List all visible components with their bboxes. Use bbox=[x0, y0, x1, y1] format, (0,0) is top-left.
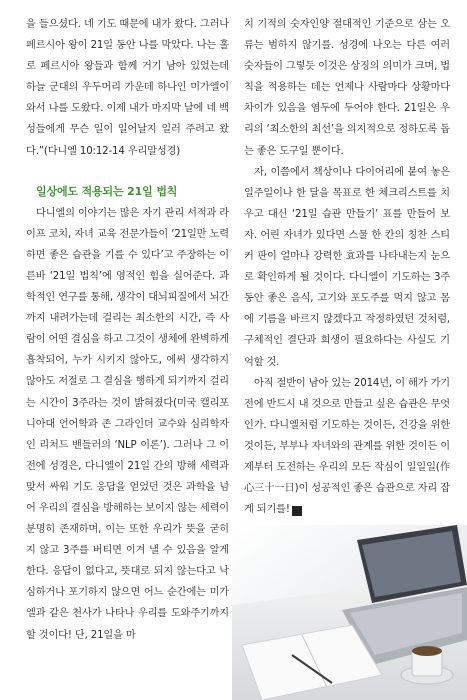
end-mark-icon: N bbox=[292, 506, 302, 516]
right-column bbox=[244, 14, 450, 520]
left-paragraph-1: 을 들으셨다. 네 기도 때문에 내가 왔다. 그러나 페르시아 왕이 21일 동안 나를 막았다. 나는 홀로 페르시아 왕들과 함께 거기 남아 있었는데 하늘 군대의 우두머리 가운데 하나인 미가엘이 와서 나를 도왔다. 이제 내가 마지막 날에 네 백성들에게 무슨 일이 일어날지 일러 주려고 왔다.”(다니엘 10:12-14 우리말성경) bbox=[26, 19, 229, 157]
left-column bbox=[26, 14, 229, 646]
desk-photo-image bbox=[232, 525, 467, 700]
right-paragraph-3-text: 아직 절반이 남아 있는 2014년, 이 해가 가기 전에 반드시 내 것으로 만들고 싶은 습관은 무엇인가. 다니엘처럼 기도하는 것이든, 건강을 위한 것이든, 부부나 자녀와의 관계를 위한 것이든 이제부터 도전하는 우리의 모든 작심이 일일일(作心三十一日)이 성공적인 좋은 습관으로 자리 잡게 되기를! bbox=[244, 377, 450, 516]
left-paragraph-2: 다니엘의 이야기는 많은 자기 관리 서적과 라이프 코치, 자녀 교육 전문가들이 ‘21일만 노력하면 좋은 습관을 기를 수 있다’고 주장하는 이른바 ‘21일 법칙’에 영적인 힘을 실어준다. 과학적인 연구를 통해, 생각이 대뇌피질에서 뇌간까지 내려가는데 걸리는 최소한의 시간, 즉 사람이 어떤 결심을 하고 그것이 생체에 완벽하게 흡착되어, 누가 시키지 않아도, 에써 생각하지 않아도 저절로 그 결심을 행하게 되기까지 걸리는 시간이 3주라는 것이 밝혀졌다(미국 캘리포니아대 언어학과 존 그라인더 교수와 심리학자인 리처드 밴들러의 ‘NLP 이론’). 그러나 그 이전에 성경은, 다니엘이 21일 간의 방해 세력과 맞서 싸워 기도 응답을 얻었던 것은 과학을 넘어 우리의 결심을 방해하는 보이지 않는 세력이 분명히 존재하며, 이는 또한 우리가 뜻을 굳히지 않고 3주를 버티면 이겨 낼 수 있음을 알게 한다. 응답이 없다고, 뜻대로 되지 않는다고 낙심하거나 포기하지 않으면 어느 순간에는 미가엘과 같은 천사가 나타나 우리를 도와주기까지 할 것이다! 단, 21일을 마 bbox=[26, 207, 229, 641]
right-paragraph-1: 치 기적의 숫자인양 절대적인 기준으로 삼는 오류는 범하지 않기를. 성경에 나오는 다른 여러 숫자들이 그렇듯 이것은 상징의 의미가 크며, 법칙을 적용하는 데는 언제나 사람마다 상황마다 차이가 있음을 염두에 두어야 한다. 21일은 우리의 ‘최소한의 최선’을 의지적으로 정하도록 돕는 좋은 도구일 뿐이다. bbox=[244, 19, 450, 157]
section-heading: 일상에도 적용되는 21일 법칙 bbox=[36, 184, 178, 198]
desk-photo bbox=[232, 525, 467, 700]
right-paragraph-2: 자, 이쯤에서 책상이나 다이어리에 붙여 놓은 일주일이나 한 달을 목표로 한 체크리스트를 치우고 대신 ‘21일 습관 만들기’ 표를 만들어 보자. 어린 자녀가 있다면 스물 한 칸의 칭찬 스티커 판이 얼마나 강력한 효과를 나타내는지 눈으로 확인하게 될 것이다. 다니엘이 기도하는 3주 동안 좋은 음식, 고기와 포도주를 먹지 않고 몸에 기름을 바르지 않겠다고 작정하였던 것처럼, 구체적인 결단과 희생이 필요하다는 사실도 기억할 것. bbox=[244, 166, 450, 368]
right-paragraph-3 bbox=[244, 373, 450, 521]
